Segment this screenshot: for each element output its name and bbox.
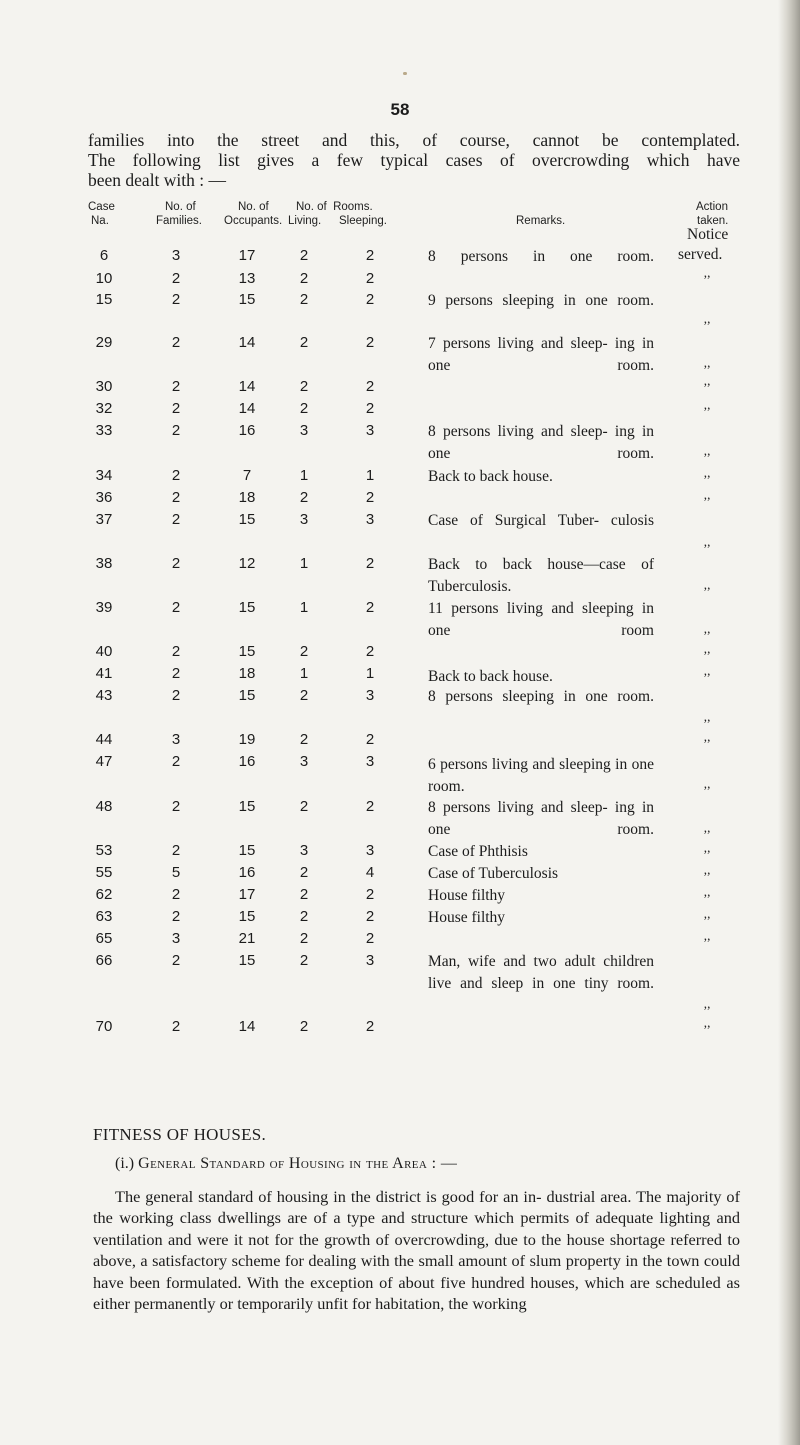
table-row: [0, 731, 800, 751]
table-row: [0, 378, 800, 398]
cell-families: 2: [171, 400, 181, 417]
cell-living: 2: [299, 1018, 309, 1035]
cell-sleeping: 2: [365, 908, 375, 925]
cell-families: 2: [171, 665, 181, 682]
cell-occupants: 15: [238, 643, 256, 660]
cell-case: 33: [95, 422, 113, 439]
intro-line-1: families into the street and this, of course, cannot be contemplated.: [88, 130, 740, 150]
cell-sleeping: 2: [365, 1018, 375, 1035]
table-row: [0, 489, 800, 509]
cell-remarks: 6 persons living and sleeping in one room.: [428, 756, 654, 795]
cell-occupants: 18: [238, 489, 256, 506]
cell-remarks: Back to back house.: [428, 668, 553, 685]
cell-case: 15: [95, 291, 113, 308]
cell-families: 2: [171, 1018, 181, 1035]
header-families-2: Families.: [156, 215, 203, 227]
table-row: [0, 864, 800, 884]
table-row: [0, 665, 800, 685]
cell-living: 2: [299, 731, 309, 748]
section-heading: FITNESS OF HOUSES.: [93, 1125, 267, 1144]
subsection-number: (i.): [115, 1155, 139, 1172]
header-living: Living.: [288, 215, 322, 227]
ditto-mark: ’’: [703, 935, 711, 950]
cell-case: 63: [95, 908, 113, 925]
cell-case: 65: [95, 930, 113, 947]
cell-remarks: Man, wife and two adult children live and sleep in one tiny room.: [428, 953, 654, 992]
cell-sleeping: 1: [365, 467, 375, 484]
ditto-mark: ’’: [703, 913, 711, 928]
cell-sleeping: 3: [365, 952, 375, 969]
table-row: [0, 467, 800, 487]
cell-sleeping: 2: [365, 886, 375, 903]
cell-occupants: 15: [238, 798, 256, 815]
cell-living: 1: [299, 665, 309, 682]
cell-living: 2: [299, 930, 309, 947]
cell-families: 2: [171, 291, 181, 308]
cell-living: 1: [299, 555, 309, 572]
cell-living: 2: [299, 886, 309, 903]
cell-case: 37: [95, 511, 113, 528]
cell-case: 38: [95, 555, 113, 572]
cell-living: 2: [299, 247, 309, 264]
cell-families: 2: [171, 378, 181, 395]
notice-served: served.: [678, 246, 723, 263]
table-row: [0, 291, 800, 333]
table-row: [0, 908, 800, 928]
cell-sleeping: 1: [365, 665, 375, 682]
cell-sleeping: 3: [365, 753, 375, 770]
ditto-mark: ’’: [703, 736, 711, 751]
cell-remarks: 8 persons in one room.: [428, 248, 654, 265]
cell-case: 32: [95, 400, 113, 417]
cell-occupants: 15: [238, 952, 256, 969]
ditto-mark: ’’: [703, 869, 711, 884]
cell-occupants: 16: [238, 422, 256, 439]
cell-remarks: Case of Tuberculosis: [428, 865, 559, 882]
ditto-mark: ’’: [703, 450, 711, 465]
cell-occupants: 18: [238, 665, 256, 682]
cell-sleeping: 2: [365, 334, 375, 351]
cell-case: 47: [95, 753, 113, 770]
cell-families: 2: [171, 270, 181, 287]
cell-families: 2: [171, 467, 181, 484]
cell-sleeping: 2: [365, 247, 375, 264]
cell-occupants: 16: [238, 753, 256, 770]
ditto-mark: ’’: [703, 847, 711, 862]
cell-families: 2: [171, 555, 181, 572]
cell-case: 36: [95, 489, 113, 506]
header-occupants-2: Occupants.: [224, 215, 283, 227]
cell-living: 2: [299, 952, 309, 969]
cell-case: 41: [95, 665, 113, 682]
cell-living: 2: [299, 400, 309, 417]
table-row: [0, 1018, 800, 1038]
cell-families: 3: [171, 247, 181, 264]
cell-remarks: Case of Phthisis: [428, 843, 528, 860]
cell-case: 53: [95, 842, 113, 859]
cell-case: 66: [95, 952, 113, 969]
ditto-mark: ’’: [703, 404, 711, 419]
header-rooms: No. of Rooms.: [296, 201, 373, 213]
cell-occupants: 14: [238, 378, 256, 395]
table-row: [0, 400, 800, 420]
table-row: [0, 842, 800, 862]
cell-families: 2: [171, 842, 181, 859]
ditto-mark: ’’: [703, 716, 711, 731]
cell-families: 2: [171, 511, 181, 528]
cell-remarks: 8 persons living and sleep- ing in one room.: [428, 799, 654, 838]
ditto-mark: ’’: [703, 1022, 711, 1037]
table-row: [0, 247, 800, 267]
cell-remarks: House filthy: [428, 887, 506, 904]
cell-families: 5: [171, 864, 181, 881]
cell-living: 3: [299, 422, 309, 439]
cell-occupants: 13: [238, 270, 256, 287]
cell-occupants: 15: [238, 842, 256, 859]
intro-line-2: The following list gives a few typical cases of overcrowding which have: [88, 150, 740, 170]
cell-families: 2: [171, 687, 181, 704]
cell-sleeping: 3: [365, 422, 375, 439]
cell-living: 2: [299, 270, 309, 287]
cell-families: 2: [171, 798, 181, 815]
header-sleeping: Sleeping.: [339, 215, 387, 227]
header-occupants: No. of: [238, 201, 269, 213]
ditto-mark: ’’: [703, 1003, 711, 1018]
cell-occupants: 12: [238, 555, 256, 572]
subsection-heading: [115, 1155, 457, 1173]
table-row: [0, 422, 800, 465]
cell-case: 6: [99, 247, 109, 264]
cell-remarks: 8 persons living and sleep- ing in one room.: [428, 423, 654, 462]
table-row: [0, 930, 800, 950]
ditto-mark: ’’: [703, 318, 711, 333]
cell-sleeping: 4: [365, 864, 375, 881]
cell-remarks: 11 persons living and sleeping in one room: [428, 600, 654, 639]
cell-families: 2: [171, 952, 181, 969]
body-paragraph: The general standard of housing in the district is good for an in- dustrial area. The majority of the working class dwellings are of a type and structure which permits of adequate lighting and ventilation and were it not for the growth of overcrowding, due to the house shortage referred to above, a satisfactory scheme for dealing with the small amount of slum property in the town could have been formulated. With the exception of about five hundred houses, which are scheduled as either permanently or temporarily unfit for habitation, the working: [93, 1187, 740, 1314]
cell-case: 70: [95, 1018, 113, 1035]
notice-label: Notice: [687, 226, 729, 243]
cell-sleeping: 3: [365, 842, 375, 859]
ditto-mark: ’’: [703, 648, 711, 663]
page-number: 58: [390, 100, 410, 119]
cell-sleeping: 3: [365, 511, 375, 528]
cell-families: 2: [171, 334, 181, 351]
cell-case: 10: [95, 270, 113, 287]
table-row: [0, 643, 800, 663]
cell-families: 2: [171, 886, 181, 903]
cell-occupants: 17: [238, 247, 256, 264]
ditto-mark: ’’: [703, 891, 711, 906]
header-families: No. of: [165, 201, 196, 213]
ditto-mark: ’’: [703, 380, 711, 395]
cell-sleeping: 2: [365, 599, 375, 616]
cell-families: 2: [171, 643, 181, 660]
cell-remarks: Back to back house.: [428, 468, 553, 485]
cell-sleeping: 2: [365, 400, 375, 417]
cell-case: 43: [95, 687, 113, 704]
table-row: [0, 270, 800, 290]
cell-living: 1: [299, 599, 309, 616]
ditto-mark: ’’: [703, 494, 711, 509]
cell-sleeping: 2: [365, 270, 375, 287]
intro-line-3: been dealt with : —: [88, 170, 227, 190]
cell-occupants: 14: [238, 400, 256, 417]
cell-occupants: 21: [238, 930, 256, 947]
cell-occupants: 15: [238, 291, 256, 308]
cell-sleeping: 2: [365, 489, 375, 506]
cell-living: 2: [299, 798, 309, 815]
cell-occupants: 19: [238, 731, 256, 748]
cell-living: 3: [299, 753, 309, 770]
cell-families: 2: [171, 753, 181, 770]
cell-living: 3: [299, 842, 309, 859]
cell-living: 2: [299, 908, 309, 925]
cell-occupants: 15: [238, 511, 256, 528]
cell-case: 62: [95, 886, 113, 903]
table-row: [0, 687, 800, 731]
ditto-mark: ’’: [703, 628, 711, 643]
paper-speck: [403, 72, 407, 75]
cell-case: 40: [95, 643, 113, 660]
cell-sleeping: 2: [365, 930, 375, 947]
ditto-mark: ’’: [703, 783, 711, 798]
cell-case: 48: [95, 798, 113, 815]
cell-sleeping: 2: [365, 643, 375, 660]
cell-case: 44: [95, 731, 113, 748]
cell-occupants: 16: [238, 864, 256, 881]
ditto-mark: ’’: [703, 472, 711, 487]
header-case: Case: [88, 201, 115, 213]
table-row: [0, 798, 800, 842]
cell-families: 2: [171, 908, 181, 925]
cell-living: 2: [299, 687, 309, 704]
cell-living: 2: [299, 334, 309, 351]
cell-living: 2: [299, 643, 309, 660]
cell-living: 2: [299, 489, 309, 506]
cell-remarks: Case of Surgical Tuber- culosis: [428, 512, 654, 529]
cell-sleeping: 2: [365, 555, 375, 572]
cell-case: 34: [95, 467, 113, 484]
cell-occupants: 15: [238, 599, 256, 616]
table-row: [0, 952, 800, 1018]
header-action: Action: [696, 201, 728, 213]
cell-case: 30: [95, 378, 113, 395]
cell-remarks: House filthy: [428, 909, 506, 926]
ditto-mark: ’’: [703, 584, 711, 599]
header-case-no: Na.: [91, 215, 109, 227]
header-action-2: taken.: [697, 215, 729, 227]
cell-living: 1: [299, 467, 309, 484]
cell-case: 39: [95, 599, 113, 616]
page-edge-shadow: [778, 0, 800, 1445]
ditto-mark: ’’: [703, 827, 711, 842]
cell-occupants: 17: [238, 886, 256, 903]
cell-families: 2: [171, 422, 181, 439]
cell-sleeping: 2: [365, 731, 375, 748]
cell-sleeping: 2: [365, 291, 375, 308]
cell-occupants: 14: [238, 1018, 256, 1035]
header-remarks: Remarks.: [516, 215, 566, 227]
ditto-mark: ’’: [703, 670, 711, 685]
cell-remarks: 8 persons sleeping in one room.: [428, 688, 654, 705]
cell-living: 2: [299, 291, 309, 308]
ditto-mark: ’’: [703, 362, 711, 377]
cell-occupants: 15: [238, 687, 256, 704]
cell-sleeping: 2: [365, 798, 375, 815]
cell-living: 2: [299, 378, 309, 395]
ditto-mark: ’’: [703, 272, 711, 287]
subsection-title: General Standard of Housing in the Area : —: [138, 1155, 458, 1172]
cell-families: 2: [171, 599, 181, 616]
cell-sleeping: 3: [365, 687, 375, 704]
cell-families: 2: [171, 489, 181, 506]
cell-remarks: 7 persons living and sleep- ing in one room.: [428, 335, 654, 374]
cell-occupants: 15: [238, 908, 256, 925]
table-row: [0, 753, 800, 798]
cell-sleeping: 2: [365, 378, 375, 395]
cell-remarks: 9 persons sleeping in one room.: [428, 292, 654, 309]
cell-case: 55: [95, 864, 113, 881]
cell-families: 3: [171, 930, 181, 947]
cell-occupants: 7: [242, 467, 252, 484]
ditto-mark: ’’: [703, 541, 711, 556]
cell-occupants: 14: [238, 334, 256, 351]
cell-remarks: Back to back house—case of Tuberculosis.: [428, 556, 654, 595]
table-row: [0, 511, 800, 556]
table-row: [0, 555, 800, 599]
table-row: [0, 599, 800, 643]
cell-case: 29: [95, 334, 113, 351]
cell-families: 3: [171, 731, 181, 748]
table-row: [0, 886, 800, 906]
table-row: [0, 334, 800, 377]
cell-living: 2: [299, 864, 309, 881]
cell-living: 3: [299, 511, 309, 528]
